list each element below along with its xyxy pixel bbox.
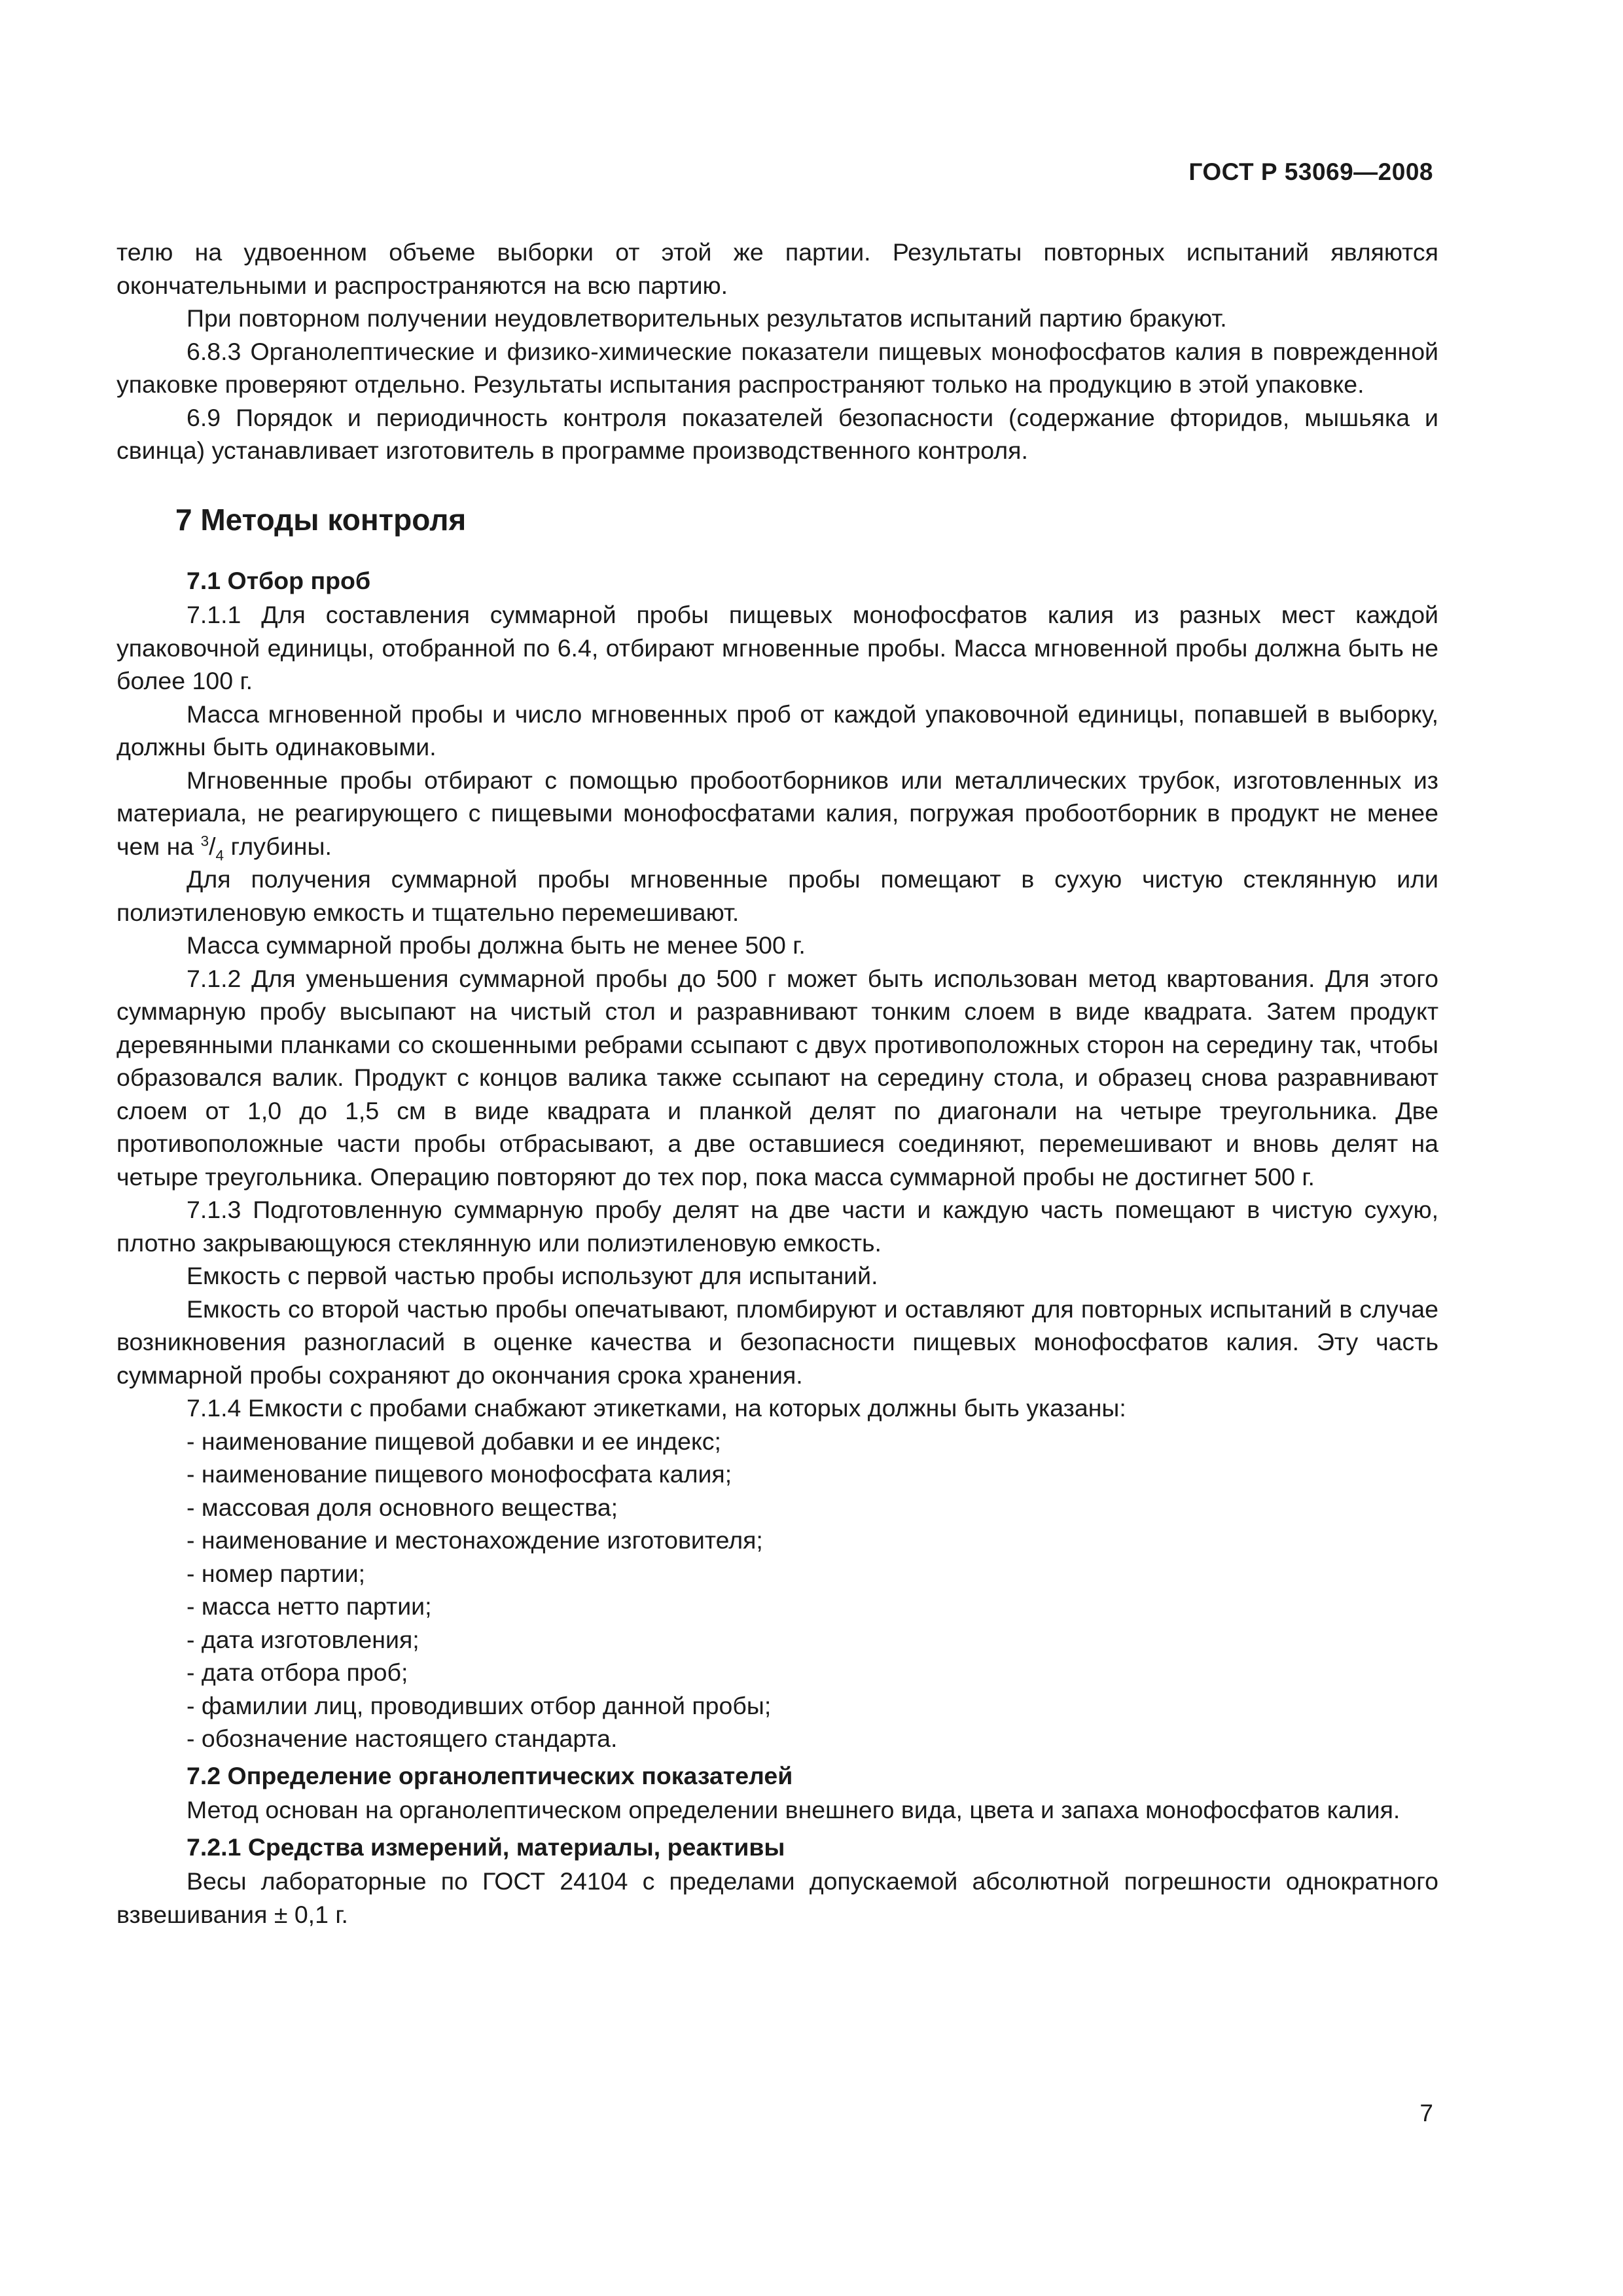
- subsection-7-2-heading: 7.2 Определение органолептических показателей: [187, 1761, 793, 1789]
- list-item: - обозначение настоящего стандарта.: [187, 1725, 618, 1752]
- paragraph-with-fraction: [116, 764, 1438, 863]
- paragraph: Масса мгновенной пробы и число мгновенных проб от каждой упаковочной единицы, попавшей в выборку, должны быть одинаковыми.: [116, 700, 1438, 761]
- paragraph-7-1-4: 7.1.4 Емкости с пробами снабжают этикетками, на которых должны быть указаны:: [187, 1394, 1126, 1422]
- list-item: - наименование пищевого монофосфата калия;: [187, 1460, 732, 1488]
- list-item: - наименование и местонахождение изготовителя;: [187, 1526, 763, 1554]
- subsection-7-1-heading: 7.1 Отбор проб: [187, 566, 371, 594]
- list-item: - масса нетто партии;: [187, 1592, 432, 1620]
- document-header: ГОСТ Р 53069—2008: [1188, 158, 1433, 185]
- list-item: - массовая доля основного вещества;: [187, 1493, 618, 1521]
- paragraph-6-9: 6.9 Порядок и периодичность контроля показателей безопасности (содержание фторидов, мышьяка и свинца) устанавливает изготовитель в программе производственного контроля.: [116, 403, 1438, 464]
- paragraph: При повторном получении неудовлетворительных результатов испытаний партию бракуют.: [187, 304, 1227, 332]
- paragraph-7-1-1: 7.1.1 Для составления суммарной пробы пищевых монофосфатов калия из разных мест каждой упаковочной единицы, отобранной по 6.4, отбирают мгновенные пробы. Масса мгновенной пробы должна быть не более 100 г.: [116, 601, 1438, 694]
- paragraph-6-8-3: 6.8.3 Органолептические и физико-химические показатели пищевых монофосфатов калия в поврежденной упаковке проверяют отдельно. Результаты испытания распространяют только на продукцию в этой упаковке.: [116, 337, 1438, 398]
- fraction-numerator: 3: [200, 833, 209, 849]
- list-item: - дата отбора проб;: [187, 1659, 408, 1686]
- paragraph: Емкость с первой частью пробы используют для испытаний.: [187, 1262, 878, 1289]
- paragraph-7-1-2: 7.1.2 Для уменьшения суммарной пробы до 500 г может быть использован метод квартования. Для этого суммарную пробу высыпают на чистый стол и разравнивают тонким слоем в виде квадрата. Затем продукт деревянными планками со скошенными ребрами ссыпают с двух противоположных сторон на середину так, чтобы образовался валик. Продукт с концов валика также ссыпают на середину стола, и образец снова разравнивают слоем от 1,0 до 1,5 см в виде квадрата и планкой делят по диагонали на четыре треугольника. Две противоположные части пробы отбрасывают, а две оставшиеся соединяют, перемешивают и вновь делят на четыре треугольника. Операцию повторяют до тех пор, пока масса суммарной пробы не достигнет 500 г.: [116, 964, 1438, 1191]
- text-segment: Мгновенные пробы отбирают с помощью пробоотборников или металлических трубок, изготовленных из материала, не реагирующего с пищевыми монофосфатами калия, погружая пробоотборник в продукт не менее чем на: [116, 766, 1438, 860]
- paragraph: Масса суммарной пробы должна быть не менее 500 г.: [187, 931, 806, 959]
- fraction-denominator: 4: [215, 847, 224, 863]
- fraction-slash: /: [209, 832, 216, 860]
- page-content: [116, 236, 1438, 1931]
- paragraph: Метод основан на органолептическом определении внешнего вида, цвета и запаха монофосфатов калия.: [187, 1796, 1400, 1823]
- paragraph: Емкость со второй частью пробы опечатывают, пломбируют и оставляют для повторных испытаний в случае возникновения разногласий в оценке качества и безопасности пищевых монофосфатов калия. Эту часть суммарной пробы сохраняют до окончания срока хранения.: [116, 1295, 1438, 1389]
- list-item: - дата изготовления;: [187, 1625, 419, 1653]
- page-number: 7: [1419, 2100, 1433, 2126]
- section-7-heading: 7 Методы контроля: [175, 502, 467, 537]
- list-item: - фамилии лиц, проводивших отбор данной пробы;: [187, 1691, 772, 1719]
- paragraph-continuation: телю на удвоенном объеме выборки от этой же партии. Результаты повторных испытаний являются окончательными и распространяются на всю партию.: [116, 238, 1438, 299]
- paragraph: Весы лабораторные по ГОСТ 24104 с пределами допускаемой абсолютной погрешности однократного взвешивания ± 0,1 г.: [116, 1867, 1438, 1928]
- label-requirements-list: [116, 1425, 1438, 1755]
- list-item: - наименование пищевой добавки и ее индекс;: [187, 1427, 721, 1455]
- subsection-7-2-1-heading: 7.2.1 Средства измерений, материалы, реактивы: [187, 1833, 785, 1861]
- text-segment: глубины.: [224, 832, 332, 860]
- paragraph: Для получения суммарной пробы мгновенные пробы помещают в сухую чистую стеклянную или полиэтиленовую емкость и тщательно перемешивают.: [116, 865, 1438, 926]
- list-item: - номер партии;: [187, 1559, 366, 1587]
- paragraph-7-1-3: 7.1.3 Подготовленную суммарную пробу делят на две части и каждую часть помещают в чистую сухую, плотно закрывающуюся стеклянную или полиэтиленовую емкость.: [116, 1196, 1438, 1257]
